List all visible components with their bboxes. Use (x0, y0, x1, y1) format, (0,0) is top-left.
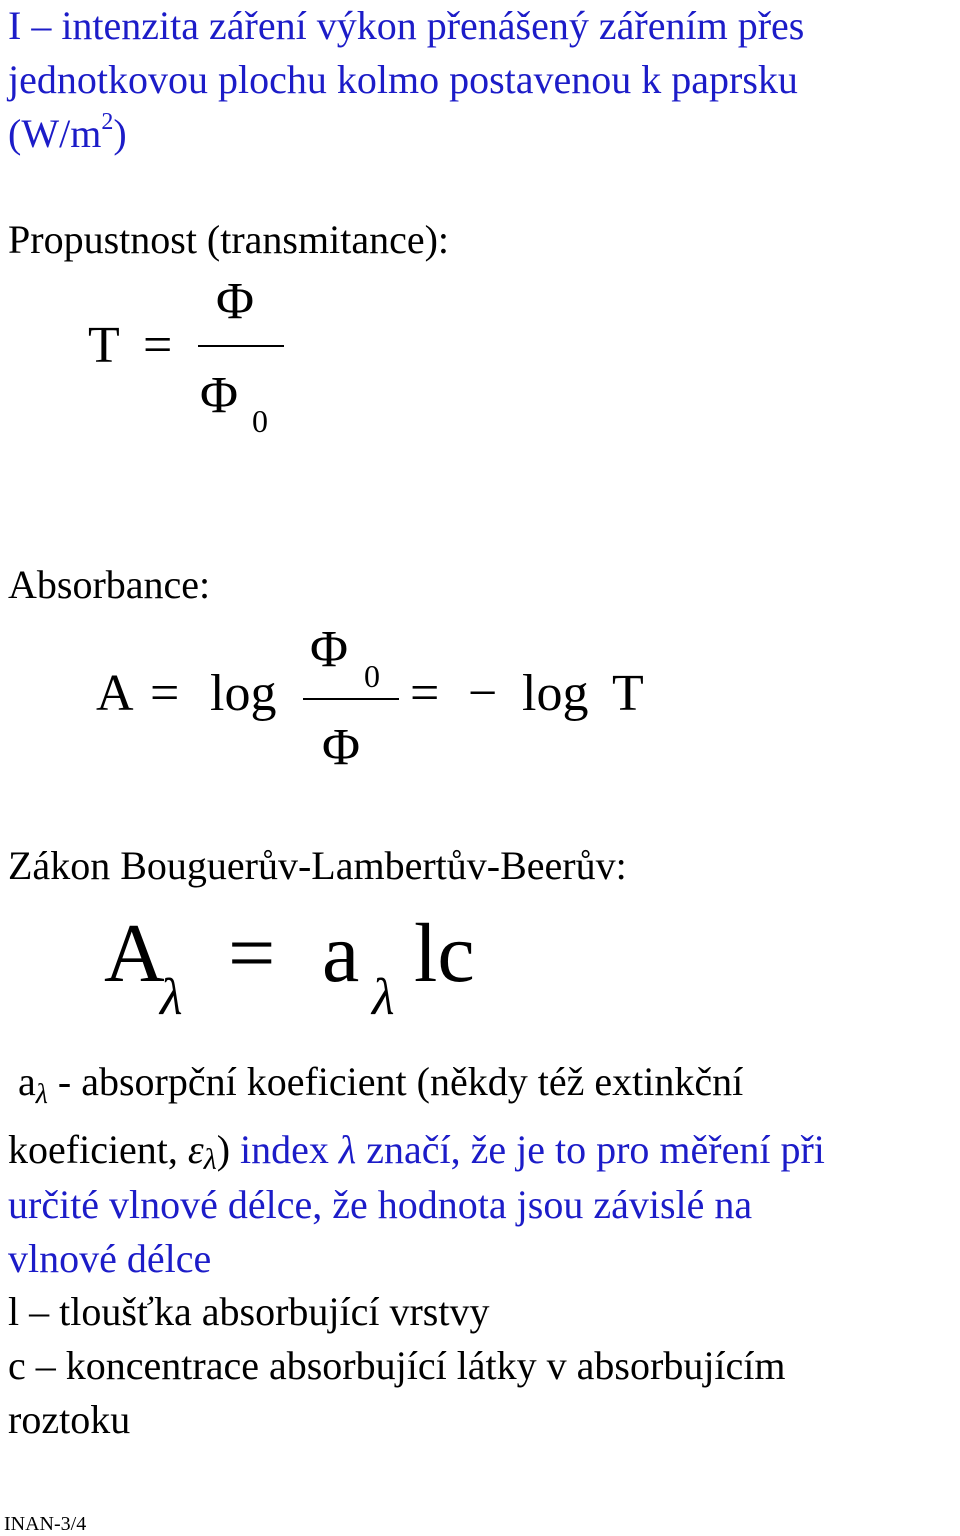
absorbance-equals: = (150, 665, 180, 722)
definition-a-line (18, 1059, 744, 1110)
intensity-unit (8, 109, 127, 156)
unit-exponent: 2 (101, 109, 114, 135)
definition-line-7: roztoku (8, 1397, 131, 1442)
unit-close: ) (113, 111, 127, 156)
a-symbol: a (18, 1059, 36, 1104)
definition-line-5: l – tloušťka absorbující vrstvy (8, 1289, 490, 1334)
transmittance-denominator-sub: 0 (252, 403, 268, 439)
law-lc: lc (414, 907, 475, 1000)
absorbance-T: T (612, 665, 644, 722)
unit-open: (W/m (8, 111, 102, 156)
epsilon-close: ) (216, 1127, 231, 1172)
law-lambda-1: λ (160, 969, 183, 1026)
index-meaning-text: značí, že je to pro měření při (356, 1127, 825, 1172)
definition-line-3: určité vlnové délce, že hodnota jsou závislé na (8, 1182, 753, 1227)
koeficient-text: koeficient, (8, 1127, 188, 1172)
footer-code: INAN-3/4 (4, 1513, 87, 1535)
absorbance-minus: − (468, 665, 498, 722)
definition-line-2 (8, 1127, 825, 1176)
epsilon-symbol: ε (187, 1127, 204, 1172)
absorbance-numerator-sub: 0 (364, 658, 380, 694)
absorbance-log-2: log (522, 665, 589, 722)
law-A: A (104, 907, 165, 1000)
definition-line-4: vlnové délce (8, 1236, 212, 1281)
transmittance-numerator: Φ (216, 273, 255, 330)
index-lambda: λ (338, 1127, 357, 1172)
epsilon-lambda-sub: λ (203, 1143, 217, 1176)
law-equals: = (228, 907, 276, 1000)
absorbance-numerator: Φ (310, 621, 349, 678)
absorbance-heading: Absorbance: (8, 562, 211, 607)
intensity-line-1: I – intenzita záření výkon přenášený zářením přes (8, 3, 805, 48)
definition-line-6: c – koncentrace absorbující látky v absorbujícím (8, 1343, 786, 1388)
a-lambda-sub: λ (35, 1079, 48, 1110)
absorbance-denominator: Φ (322, 719, 361, 776)
law-heading: Zákon Bouguerův-Lambertův-Beerův: (8, 843, 627, 888)
transmittance-equals: = (143, 317, 173, 374)
transmittance-fraction-bar (198, 345, 284, 347)
absorbance-equals-2: = (410, 665, 440, 722)
law-lambda-2: λ (372, 969, 395, 1026)
index-text: index (230, 1127, 339, 1172)
absorbance-log: log (210, 665, 277, 722)
law-a: a (322, 907, 360, 1000)
transmittance-denominator: Φ (200, 367, 239, 424)
absorbance-lhs: A (96, 665, 134, 722)
a-definition-text: - absorpční koeficient (někdy též extinkční (57, 1059, 744, 1104)
transmittance-lhs: T (88, 317, 120, 374)
transmittance-heading: Propustnost (transmitance): (8, 217, 450, 262)
intensity-line-2: jednotkovou plochu kolmo postavenou k paprsku (8, 57, 798, 102)
absorbance-fraction-bar (303, 698, 399, 700)
